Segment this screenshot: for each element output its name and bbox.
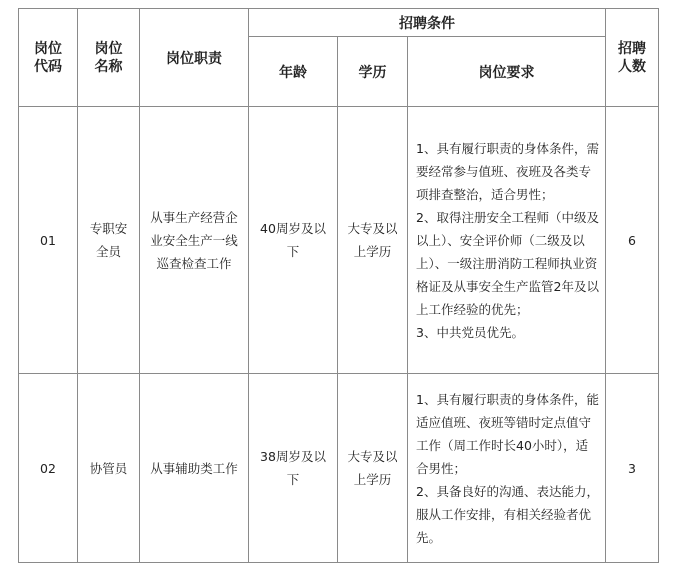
cell-code: 01 bbox=[19, 107, 78, 374]
cell-count: 6 bbox=[606, 107, 659, 374]
table-row bbox=[19, 107, 659, 374]
cell-age: 38周岁及以下 bbox=[249, 374, 338, 563]
header-education: 学历 bbox=[338, 37, 408, 107]
cell-education: 大专及以上学历 bbox=[338, 374, 408, 563]
cell-age: 40周岁及以下 bbox=[249, 107, 338, 374]
header-post-duty: 岗位职责 bbox=[140, 9, 249, 107]
cell-name: 专职安全员 bbox=[78, 107, 140, 374]
header-post-name: 岗位 名称 bbox=[78, 9, 140, 107]
header-post-code: 岗位 代码 bbox=[19, 9, 78, 107]
header-conditions: 招聘条件 bbox=[249, 9, 606, 37]
recruitment-table bbox=[18, 8, 659, 563]
cell-duty: 从事辅助类工作 bbox=[140, 374, 249, 563]
cell-count: 3 bbox=[606, 374, 659, 563]
cell-name: 协管员 bbox=[78, 374, 140, 563]
header-requirements: 岗位要求 bbox=[408, 37, 606, 107]
cell-code: 02 bbox=[19, 374, 78, 563]
cell-education: 大专及以上学历 bbox=[338, 107, 408, 374]
header-age: 年龄 bbox=[249, 37, 338, 107]
cell-requirements: 1、具有履行职责的身体条件，能适应值班、夜班等错时定点值守工作（周工作时长40小时），适合男性； 2、具备良好的沟通、表达能力，服从工作安排，有相关经验者优先。 bbox=[408, 374, 606, 563]
table-row bbox=[19, 374, 659, 563]
header-recruit-count: 招聘 人数 bbox=[606, 9, 659, 107]
cell-duty: 从事生产经营企业安全生产一线巡查检查工作 bbox=[140, 107, 249, 374]
cell-requirements: 1、具有履行职责的身体条件，需要经常参与值班、夜班及各类专项排查整治，适合男性； 2、取得注册安全工程师（中级及以上）、安全评价师（二级及以上）、一级注册消防工程师执业资格证及从事安全生产监管2年及以上工作经验的优先； 3、中共党员优先。 bbox=[408, 107, 606, 374]
